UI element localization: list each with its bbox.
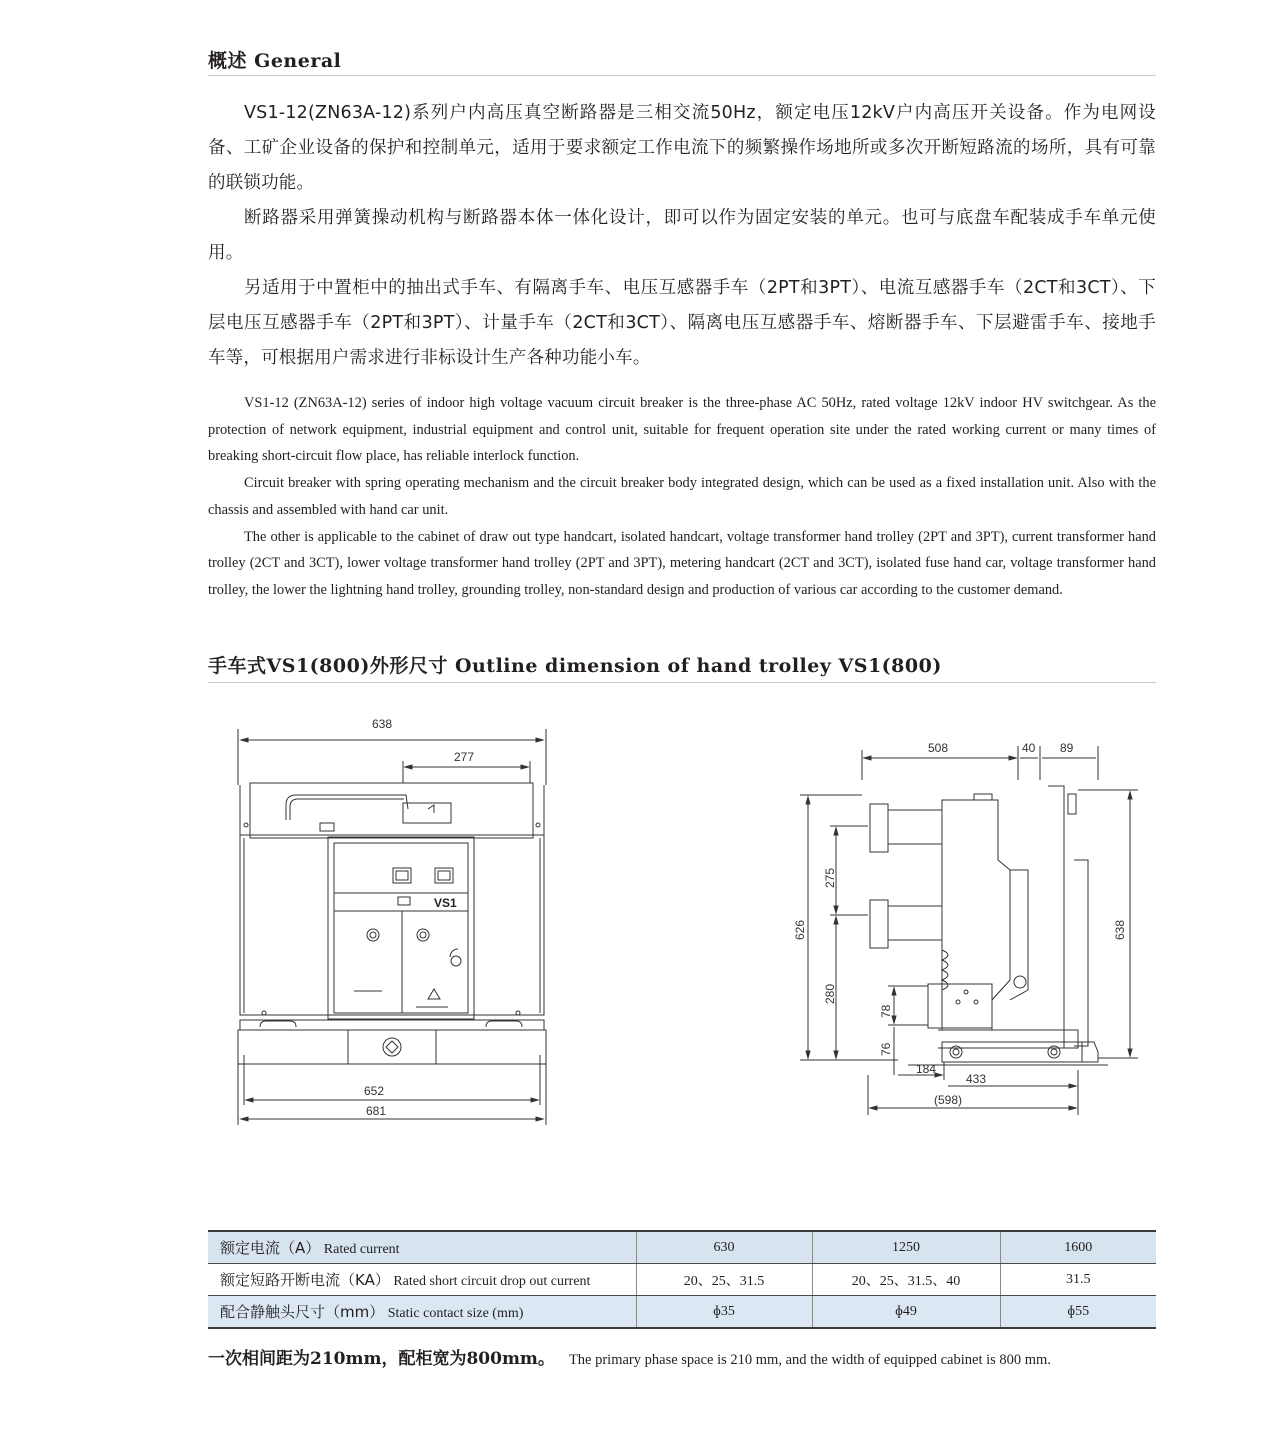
title-rule-outline [208, 682, 1156, 683]
front-dim-lines [238, 729, 546, 1125]
row-label-en: Rated short circuit drop out current [393, 1274, 591, 1289]
front-dim-681: 681 [366, 1104, 387, 1118]
section-title-general: 概述 General [208, 50, 342, 72]
section-title-outline: 手车式VS1(800)外形尺寸 Outline dimension of hand trolley VS1(800) [208, 655, 942, 677]
side-view-drawing [778, 730, 1148, 1120]
row-label [208, 1231, 636, 1264]
note-zh: 一次相间距为210mm，配柜宽为800mm。 [208, 1349, 555, 1369]
side-dim-638: 638 [1113, 919, 1127, 940]
side-dim-508: 508 [928, 741, 949, 755]
en-paragraph-3: The other is applicable to the cabinet of draw out type handcart, isolated handcart, voltage transformer hand trolley (2PT and 3PT), current transformer hand trolley (2CT and 3CT), lower voltage transformer hand trolley (2PT and 3PT), metering handcart (2CT and 3CT), isolated fuse hand car, voltage transformer hand trolley, the lower the lightning hand trolley, grounding trolley, non-standard design and production of various car according to the customer demand. [208, 528, 1156, 598]
en-paragraph-2: Circuit breaker with spring operating mechanism and the circuit breaker body integrated design, which can be used as a fixed installation unit. Also with the chassis and assembled with hand car unit. [208, 475, 1156, 518]
general-en-text [208, 390, 1156, 604]
table-cell: ɸ35 [636, 1296, 812, 1329]
table-cell: 1600 [1000, 1231, 1156, 1264]
front-view-drawing [228, 705, 588, 1135]
side-body [870, 786, 1108, 1065]
title-rule [208, 75, 1156, 76]
phase-space-note [208, 1344, 1156, 1369]
side-dim-626: 626 [793, 919, 807, 940]
spec-table [208, 1230, 1156, 1329]
side-dim-184: 184 [916, 1062, 937, 1076]
side-dim-275: 275 [823, 867, 837, 888]
row-label-zh: 额定短路开断电流（KA） [220, 1271, 390, 1289]
row-label-zh: 配合静触头尺寸（mm） [220, 1303, 385, 1321]
cn-paragraph-3: 另适用于中置柜中的抽出式手车、有隔离手车、电压互感器手车（2PT和3PT）、电流互感器手车（2CT和3CT）、下层电压互感器手车（2PT和3PT）、计量手车（2CT和3CT）、隔离电压互感器手车、熔断器手车、下层避雷手车、接地手车等，可根据用户需求进行非标设计生产各种功能小车。 [208, 278, 1156, 368]
front-dim-277: 277 [454, 750, 475, 764]
side-dim-lines [800, 746, 1138, 1115]
side-dim-433: 433 [966, 1072, 987, 1086]
front-body [238, 783, 546, 1064]
table-cell: 1250 [812, 1231, 1000, 1264]
table-cell: 31.5 [1000, 1264, 1156, 1296]
side-dim-280: 280 [823, 983, 837, 1004]
table-cell: 20、25、31.5、40 [812, 1264, 1000, 1296]
table-row [208, 1264, 1156, 1296]
row-label-en: Rated current [323, 1242, 400, 1257]
row-label-en: Static contact size (mm) [387, 1306, 524, 1321]
table-row [208, 1296, 1156, 1329]
en-paragraph-1: VS1-12 (ZN63A-12) series of indoor high voltage vacuum circuit breaker is the three-phase AC 50Hz, rated voltage 12kV indoor HV switchgear. As the protection of network equipment, industrial equipment and control unit, suitable for frequent operation site under the rated working current or many times of breaking short-circuit flow place, has reliable interlock function. [208, 395, 1156, 465]
cn-paragraph-1: VS1-12(ZN63A-12)系列户内高压真空断路器是三相交流50Hz，额定电压12kV户内高压开关设备。作为电网设备、工矿企业设备的保护和控制单元，适用于要求额定工作电流下的频繁操作场地所或多次开断短路流的场所，具有可靠的联锁功能。 [208, 103, 1156, 193]
front-dim-652: 652 [364, 1084, 385, 1098]
row-label-zh: 额定电流（A） [220, 1239, 321, 1257]
row-label [208, 1296, 636, 1329]
cn-paragraph-2: 断路器采用弹簧操动机构与断路器本体一体化设计，即可以作为固定安装的单元。也可与底盘车配装成手车单元使用。 [208, 208, 1156, 263]
front-dim-638: 638 [372, 717, 393, 731]
side-dim-598: (598) [934, 1093, 963, 1107]
front-panel-label: VS1 [434, 896, 457, 910]
table-cell: 20、25、31.5 [636, 1264, 812, 1296]
row-label [208, 1264, 636, 1296]
side-dim-40: 40 [1022, 741, 1036, 755]
table-cell: ɸ55 [1000, 1296, 1156, 1329]
table-cell: ɸ49 [812, 1296, 1000, 1329]
table-row [208, 1231, 1156, 1264]
table-cell: 630 [636, 1231, 812, 1264]
side-dim-89: 89 [1060, 741, 1074, 755]
note-en: The primary phase space is 210 mm, and the width of equipped cabinet is 800 mm. [568, 1352, 1051, 1368]
general-cn-text [208, 96, 1156, 376]
side-dim-76: 76 [879, 1042, 893, 1056]
side-dim-78: 78 [879, 1004, 893, 1018]
